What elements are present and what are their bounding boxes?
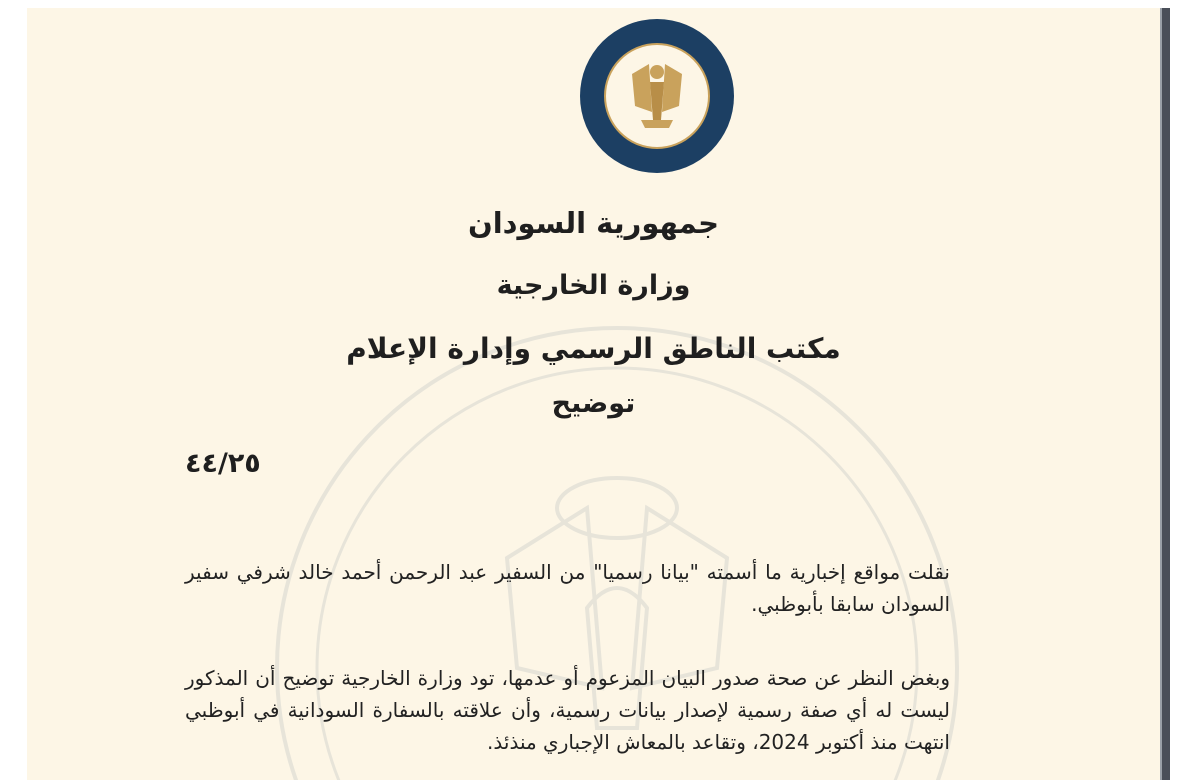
reference-number: ٤٤/٢٥ bbox=[185, 448, 261, 479]
page-edge-border bbox=[1160, 8, 1170, 780]
header-country: جمهورية السودان bbox=[467, 206, 720, 240]
body-paragraph-2: وبغض النظر عن صحة صدور البيان المزعوم أو عدمها، تود وزارة الخارجية توضيح أن المذكور ليست له أي صفة رسمية لإصدار بيانات رسمية، وأن علاقته بالسفارة السودانية في أبوظبي انتهت منذ أكتوبر 2024، وتقاعد بالمعاش الإجباري منذئذ. bbox=[185, 666, 950, 754]
body-paragraph-1: نقلت مواقع إخبارية ما أسمته "بيانا رسميا" من السفير عبد الرحمن أحمد خالد شرفي سفير السودان سابقا بأبوظبي. bbox=[185, 560, 950, 616]
header-clarification: توضيح bbox=[551, 388, 636, 419]
ministry-logo bbox=[577, 16, 737, 176]
header-office: مكتب الناطق الرسمي وإدارة الإعلام bbox=[346, 332, 841, 365]
document-page bbox=[27, 8, 1160, 780]
header-ministry: وزارة الخارجية bbox=[496, 270, 691, 301]
